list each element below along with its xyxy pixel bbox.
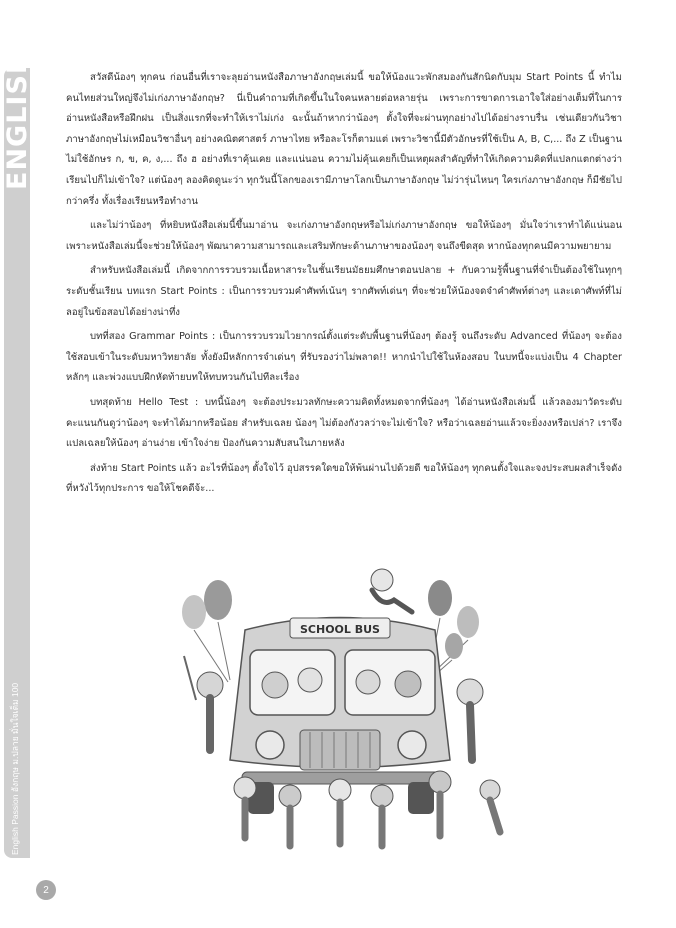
bus-label: SCHOOL BUS xyxy=(300,623,380,636)
paragraph: และไม่ว่าน้องๆ ที่หยิบหนังสือเล่มนี้ขึ้นมาอ่าน จะเก่งภาษาอังกฤษหรือไม่เก่งภาษาอังกฤษ ขอให้น้องๆ มั่นใจว่าเราทำได้แน่นอน เพราะหนังสือเล่มนี้จะช่วยให้น้องๆ พัฒนาความสามารถและเสริมทักษะด้านภาษาของน้องๆ จนถึงขีดสุด หากน้องทุกคนมีความพยายาม xyxy=(66,220,622,252)
side-footer-text: English Passion อังกฤษ ม.ปลาย มั่นใจเต็ม 100 xyxy=(10,682,20,855)
kid-right-waving xyxy=(457,679,483,760)
paragraph: สำหรับหนังสือเล่มนี้ เกิดจากการรวบรวมเนื้อหาสาระในชั้นเรียนมัธยมศึกษาตอนปลาย + กับความรู้พื้นฐานที่จำเป็นต้องใช้ในทุกๆ ระดับชั้นเรียน บทแรก Start Points : เป็นการรวบรวมคำศัพท์เน้นๆ รากศัพท์เด่นๆ ที่จะช่วยให้น้องจดจำคำศัพท์ต่างๆ และเดาศัพท์ที่ไม่ลอยู่ในข้อสอบได้อย่างน่าทึ่ง xyxy=(66,265,622,318)
page-number: 2 xyxy=(36,880,56,900)
kid-on-roof xyxy=(371,569,412,612)
balloons-left xyxy=(182,580,232,682)
paragraph: บทที่สอง Grammar Points : เป็นการรวบรวมไวยากรณ์ตั้งแต่ระดับพื้นฐานที่น้องๆ ต้องรู้ จนถึงระดับ Advanced ที่น้องๆ จะต้องใช้สอบเข้าในระดับมหาวิทยาลัย ทั้งยังมีหลักการจำเด่นๆ ที่รับรองว่าไม่พลาด!! หากนำไปใช้ในห้องสอบ ในบทนี้จะแบ่งเป็น 4 Chapter หลักๆ และพ่วงแบบฝึกหัดท้ายบทให้ทบทวนกันไปทีละเรื่อง xyxy=(66,331,622,384)
side-title-text: ENGLISH xyxy=(2,50,33,190)
school-bus-illustration xyxy=(150,560,530,860)
body-text xyxy=(66,68,622,504)
paragraph: บทสุดท้าย Hello Test : บทนี้น้องๆ จะต้องประมวลทักษะความคิดทั้งหมดจากที่น้องๆ ได้อ่านหนังสือเล่มนี้ แล้วลองมาวัดระดับคะแนนกันดูว่าน้องๆ จะทำได้มากหรือน้อย สำหรับเฉลย น้องๆ ไม่ต้องกังวลว่าจะไม่เข้าใจ? หรือว่าเฉลยอ่านแล้วจะยิ่งงงหรือเปล่า? เราจึงแปลเฉลยให้น้องๆ อ่านง่าย เข้าใจง่าย ป้องกันความสับสนในภายหลัง xyxy=(66,396,622,450)
paragraph: สวัสดีน้องๆ ทุกคน ก่อนอื่นที่เราจะลุยอ่านหนังสือภาษาอังกฤษเล่มนี้ ขอให้น้องแวะพักสมองกันสักนิดกับมุม Start Points นี้ ทำไมคนไทยส่วนใหญ่จึงไม่เก่งภาษาอังกฤษ? นี่เป็นคำถามที่เกิดขึ้นในใจคนหลายต่อหลายรุ่น เพราะการขาดการเอาใจใส่อย่างเต็มที่ในการอ่านหนังสือหรือฝึกฝน เป็นสิ่งแรกที่จะทำให้เราไม่เก่ง ฉะนั้นถ้าหากว่าน้องๆ ตั้งใจที่จะผ่านทุกอย่างไปได้อย่างราบรื่น เช่นเดียวกันวิชาภาษาอังกฤษไม่เหมือนวิชาอื่นๆ อย่างคณิตศาสตร์ ภาษาไทย หรือละโรก็ตามแต่ เพราะวิชานี้มีตัวอักษรที่ใช้เป็น A, B, C,... ถึง Z เป็นฐาน ไม่ใช้อักษร ก, ข, ค, ง,... ถึง ฮ อย่างที่เราคุ้นเคย และแน่นอน ความไม่คุ้นเคยก็เป็นเหตุผลสำคัญที่ทำให้เกิดความคิดที่แปลกแตกต่างว่าเรียนไปก็ไม่เข้าใจ? แต่น้องๆ ลองคิดดูนะว่า ทุกวันนี้โลกของเรามีภาษาโลกเป็นภาษาอังกฤษ ไม่ว่ารุ่นไหนๆ ใครเก่งภาษาอังกฤษ ก็มีชัยไปกว่าครึ่ง ทั้งเรื่องเรียนหรือทำงาน xyxy=(66,72,622,207)
paragraph: ส่งท้าย Start Points แล้ว อะไรที่น้องๆ ตั้งใจไว้ อุปสรรคใดขอให้พ้นผ่านไปด้วยดี ขอให้น้องๆ ทุกคนตั้งใจและจงประสบผลสำเร็จดังที่หวังไว้ทุกประการ ขอให้โชคดีจ้ะ... xyxy=(66,462,622,495)
kid-left-flag xyxy=(184,656,223,750)
